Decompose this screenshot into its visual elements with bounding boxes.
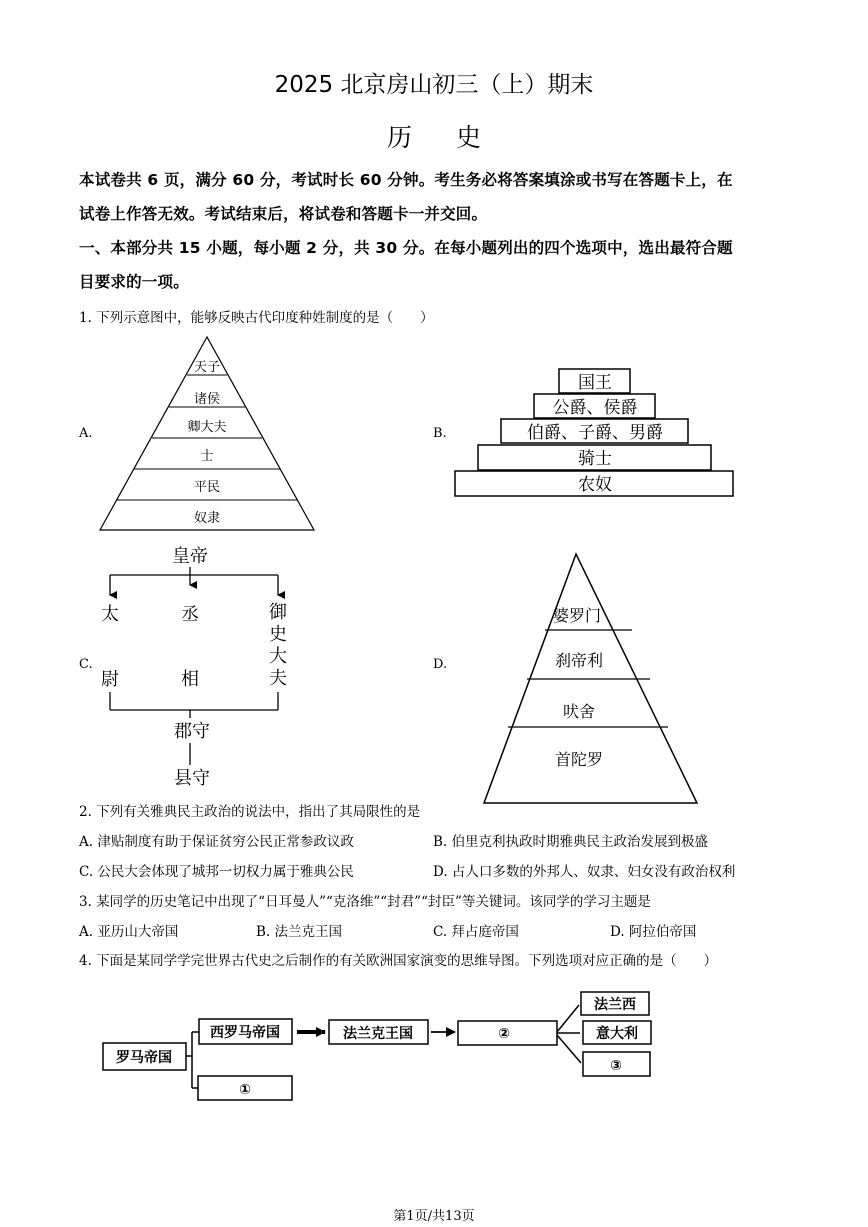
stack-b-label: 国王 — [578, 373, 612, 393]
pyramid-d-level: 刹帝利 — [554, 651, 604, 670]
instructions-line-1: 本试卷共 6 页，满分 60 分，考试时长 60 分钟。考生务必将答案填涂或书写在答题卡上，在 — [79, 171, 733, 189]
tree-c-right: 夫 — [269, 668, 287, 689]
pyramid-d-level: 婆罗门 — [552, 606, 602, 625]
node-italy-label: 意大利 — [596, 1026, 638, 1042]
tree-c-middle: 相 — [181, 669, 199, 690]
pyramid-d-level: 首陀罗 — [554, 750, 604, 769]
q4-stem: 4. 下面是某同学学完世界古代史之后制作的有关欧洲国家演变的思维导图。下列选项对应正确的是（ ） — [79, 953, 718, 969]
tree-c-county: 县守 — [174, 768, 210, 789]
q1-label-a: A. — [79, 426, 93, 441]
tree-c-left: 太 — [101, 604, 119, 625]
q2-option-c: C. 公民大会体现了城邦一切权力属于雅典公民 — [79, 864, 354, 880]
diagram-q4-mindmap — [100, 985, 660, 1110]
pyramid-d-level: 吠舍 — [562, 702, 596, 721]
page-footer: 第1页/共13页 — [393, 1209, 475, 1224]
tree-c-right: 大 — [269, 646, 287, 667]
q1-stem: 1. 下列示意图中，能够反映古代印度种姓制度的是（ ） — [79, 310, 434, 326]
stack-b-label: 伯爵、子爵、男爵 — [527, 423, 663, 443]
mindmap-bracket — [186, 1032, 199, 1088]
q2-option-a: A. 津贴制度有助于保证贫穷公民正常参政议政 — [79, 834, 354, 850]
node-blank-2-label: ② — [498, 1026, 510, 1042]
pyramid-a-level: 奴隶 — [193, 511, 221, 526]
q3-option-c: C. 拜占庭帝国 — [433, 924, 519, 940]
subject-char-1: 历 — [386, 123, 412, 152]
tree-c-right: 史 — [269, 624, 287, 645]
q3-stem: 3. 某同学的历史笔记中出现了“日耳曼人”“克洛维”“封君”“封臣”等关键词。该同学的学习主题是 — [79, 894, 651, 910]
pyramid-a-level: 平民 — [193, 480, 221, 495]
node-frank-label: 法兰克王国 — [343, 1026, 413, 1042]
node-france-label: 法兰西 — [594, 997, 636, 1013]
subject-title — [0, 118, 868, 154]
section1-line-1: 一、本部分共 15 小题，每小题 2 分，共 30 分。在每小题列出的四个选项中，选出最符合题 — [79, 239, 733, 257]
q1-label-b: B. — [433, 426, 447, 441]
tree-c-middle: 丞 — [181, 604, 199, 625]
node-west-rome-label: 西罗马帝国 — [210, 1025, 280, 1041]
tree-c-emperor: 皇帝 — [172, 546, 208, 567]
mindmap-branch — [557, 1035, 581, 1063]
subject-char-2: 史 — [456, 123, 482, 152]
tree-c-left: 尉 — [101, 669, 119, 690]
node-blank-3-label: ③ — [610, 1058, 622, 1074]
diagram-d-pyramid — [480, 550, 705, 810]
q1-label-d: D. — [433, 657, 448, 672]
stack-b-label: 骑士 — [578, 449, 612, 469]
instructions-line-2: 试卷上作答无效。考试结束后，将试卷和答题卡一并交回。 — [79, 205, 488, 223]
q3-option-d: D. 阿拉伯帝国 — [610, 924, 697, 940]
pyramid-a-level: 士 — [200, 449, 214, 464]
diagram-a-pyramid — [95, 335, 320, 535]
stack-b-label: 农奴 — [578, 475, 612, 495]
q3-option-b: B. 法兰克王国 — [256, 924, 343, 940]
node-rome-label: 罗马帝国 — [116, 1050, 172, 1066]
q2-option-b: B. 伯里克利执政时期雅典民主政治发展到极盛 — [433, 834, 709, 850]
exam-title: 2025 北京房山初三（上）期末 — [274, 72, 594, 98]
q2-option-d: D. 占人口多数的外邦人、奴隶、妇女没有政治权利 — [433, 864, 736, 880]
diagram-c-tree — [90, 540, 300, 790]
node-blank-1-label: ① — [239, 1082, 251, 1098]
pyramid-a-level: 天子 — [193, 360, 221, 375]
section1-line-2: 目要求的一项。 — [79, 273, 189, 291]
instructions — [79, 163, 791, 299]
q1-label-c: C. — [79, 657, 93, 672]
q2-stem: 2. 下列有关雅典民主政治的说法中，指出了其局限性的是 — [79, 804, 421, 820]
q3-option-a: A. 亚历山大帝国 — [79, 924, 179, 940]
tree-c-commandery: 郡守 — [174, 721, 210, 742]
tree-c-right: 御 — [269, 602, 287, 623]
diagram-b-stack — [450, 365, 740, 501]
pyramid-a-level: 诸侯 — [193, 392, 221, 407]
mindmap-branch — [557, 1005, 579, 1032]
pyramid-a-level: 卿大夫 — [187, 420, 227, 435]
stack-b-label: 公爵、侯爵 — [552, 398, 638, 418]
